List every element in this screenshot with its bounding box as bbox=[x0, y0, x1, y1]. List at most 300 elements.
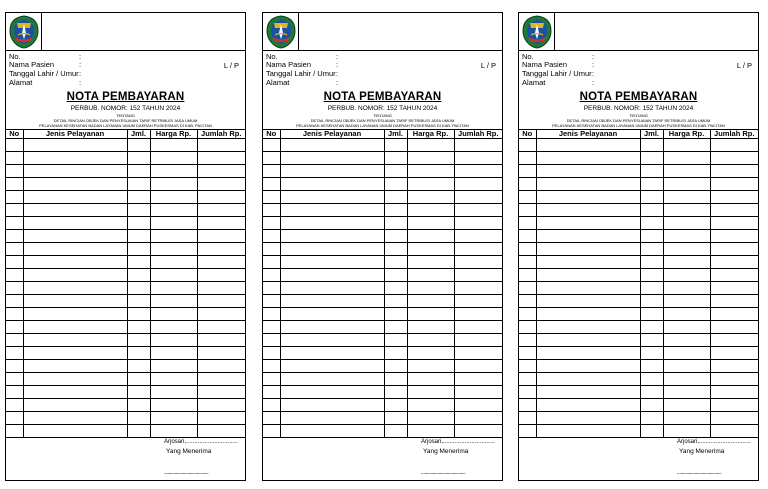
table-cell[interactable] bbox=[150, 386, 197, 399]
table-cell[interactable] bbox=[454, 165, 502, 178]
table-cell[interactable] bbox=[536, 373, 640, 386]
table-cell[interactable] bbox=[407, 165, 454, 178]
table-cell[interactable] bbox=[150, 191, 197, 204]
table-cell[interactable] bbox=[263, 178, 280, 191]
table-cell[interactable] bbox=[23, 360, 127, 373]
table-cell[interactable] bbox=[384, 243, 407, 256]
table-cell[interactable] bbox=[519, 269, 536, 282]
table-cell[interactable] bbox=[280, 152, 384, 165]
table-cell[interactable] bbox=[6, 178, 23, 191]
table-cell[interactable] bbox=[640, 373, 663, 386]
table-cell[interactable] bbox=[263, 386, 280, 399]
table-cell[interactable] bbox=[280, 269, 384, 282]
table-cell[interactable] bbox=[280, 399, 384, 412]
table-cell[interactable] bbox=[23, 425, 127, 438]
table-cell[interactable] bbox=[710, 152, 758, 165]
table-cell[interactable] bbox=[384, 256, 407, 269]
table-cell[interactable] bbox=[710, 321, 758, 334]
table-cell[interactable] bbox=[127, 204, 150, 217]
table-cell[interactable] bbox=[454, 373, 502, 386]
table-cell[interactable] bbox=[710, 204, 758, 217]
table-cell[interactable] bbox=[280, 256, 384, 269]
table-cell[interactable] bbox=[127, 399, 150, 412]
table-cell[interactable] bbox=[150, 373, 197, 386]
table-cell[interactable] bbox=[519, 152, 536, 165]
table-cell[interactable] bbox=[197, 334, 245, 347]
table-cell[interactable] bbox=[710, 269, 758, 282]
table-cell[interactable] bbox=[150, 321, 197, 334]
table-cell[interactable] bbox=[127, 243, 150, 256]
table-cell[interactable] bbox=[640, 295, 663, 308]
table-cell[interactable] bbox=[384, 178, 407, 191]
table-cell[interactable] bbox=[536, 347, 640, 360]
table-cell[interactable] bbox=[23, 269, 127, 282]
table-cell[interactable] bbox=[6, 347, 23, 360]
table-cell[interactable] bbox=[6, 295, 23, 308]
table-cell[interactable] bbox=[454, 360, 502, 373]
table-cell[interactable] bbox=[407, 386, 454, 399]
table-cell[interactable] bbox=[536, 360, 640, 373]
table-cell[interactable] bbox=[454, 425, 502, 438]
table-cell[interactable] bbox=[519, 230, 536, 243]
table-cell[interactable] bbox=[640, 230, 663, 243]
table-cell[interactable] bbox=[23, 204, 127, 217]
table-cell[interactable] bbox=[127, 269, 150, 282]
table-cell[interactable] bbox=[536, 230, 640, 243]
table-cell[interactable] bbox=[127, 256, 150, 269]
table-cell[interactable] bbox=[640, 412, 663, 425]
sex-selector[interactable]: L / P bbox=[223, 61, 239, 70]
table-cell[interactable] bbox=[280, 191, 384, 204]
table-cell[interactable] bbox=[640, 321, 663, 334]
table-cell[interactable] bbox=[407, 425, 454, 438]
table-cell[interactable] bbox=[663, 269, 710, 282]
table-cell[interactable] bbox=[197, 269, 245, 282]
table-cell[interactable] bbox=[536, 412, 640, 425]
table-cell[interactable] bbox=[663, 412, 710, 425]
table-cell[interactable] bbox=[23, 282, 127, 295]
table-cell[interactable] bbox=[263, 373, 280, 386]
table-cell[interactable] bbox=[710, 412, 758, 425]
table-cell[interactable] bbox=[663, 230, 710, 243]
sex-selector[interactable]: L / P bbox=[480, 61, 496, 70]
table-cell[interactable] bbox=[710, 334, 758, 347]
table-cell[interactable] bbox=[6, 282, 23, 295]
table-cell[interactable] bbox=[454, 386, 502, 399]
table-cell[interactable] bbox=[6, 165, 23, 178]
table-cell[interactable] bbox=[150, 295, 197, 308]
table-cell[interactable] bbox=[6, 360, 23, 373]
table-cell[interactable] bbox=[23, 243, 127, 256]
table-cell[interactable] bbox=[384, 191, 407, 204]
table-cell[interactable] bbox=[454, 282, 502, 295]
table-cell[interactable] bbox=[384, 321, 407, 334]
table-cell[interactable] bbox=[150, 165, 197, 178]
table-cell[interactable] bbox=[454, 243, 502, 256]
table-cell[interactable] bbox=[263, 256, 280, 269]
table-cell[interactable] bbox=[384, 425, 407, 438]
table-cell[interactable] bbox=[407, 373, 454, 386]
table-cell[interactable] bbox=[710, 178, 758, 191]
table-cell[interactable] bbox=[454, 269, 502, 282]
table-cell[interactable] bbox=[23, 217, 127, 230]
table-cell[interactable] bbox=[407, 321, 454, 334]
table-cell[interactable] bbox=[6, 412, 23, 425]
table-cell[interactable] bbox=[663, 165, 710, 178]
table-cell[interactable] bbox=[519, 295, 536, 308]
sex-selector[interactable]: L / P bbox=[736, 61, 752, 70]
table-cell[interactable] bbox=[23, 152, 127, 165]
table-cell[interactable] bbox=[536, 152, 640, 165]
table-cell[interactable] bbox=[263, 217, 280, 230]
table-cell[interactable] bbox=[710, 243, 758, 256]
table-cell[interactable] bbox=[640, 204, 663, 217]
table-cell[interactable] bbox=[640, 165, 663, 178]
table-cell[interactable] bbox=[197, 399, 245, 412]
table-cell[interactable] bbox=[384, 399, 407, 412]
table-cell[interactable] bbox=[6, 399, 23, 412]
table-cell[interactable] bbox=[280, 217, 384, 230]
table-cell[interactable] bbox=[710, 230, 758, 243]
table-cell[interactable] bbox=[280, 412, 384, 425]
table-cell[interactable] bbox=[454, 204, 502, 217]
table-cell[interactable] bbox=[263, 191, 280, 204]
table-cell[interactable] bbox=[710, 165, 758, 178]
table-cell[interactable] bbox=[23, 347, 127, 360]
table-cell[interactable] bbox=[663, 243, 710, 256]
table-cell[interactable] bbox=[23, 308, 127, 321]
table-cell[interactable] bbox=[640, 243, 663, 256]
table-cell[interactable] bbox=[519, 399, 536, 412]
table-cell[interactable] bbox=[519, 360, 536, 373]
table-cell[interactable] bbox=[127, 295, 150, 308]
table-cell[interactable] bbox=[127, 152, 150, 165]
table-cell[interactable] bbox=[127, 282, 150, 295]
table-cell[interactable] bbox=[663, 399, 710, 412]
table-cell[interactable] bbox=[710, 386, 758, 399]
table-cell[interactable] bbox=[454, 321, 502, 334]
table-cell[interactable] bbox=[280, 360, 384, 373]
table-cell[interactable] bbox=[454, 256, 502, 269]
table-cell[interactable] bbox=[280, 295, 384, 308]
table-cell[interactable] bbox=[280, 373, 384, 386]
table-cell[interactable] bbox=[663, 191, 710, 204]
table-cell[interactable] bbox=[6, 334, 23, 347]
table-cell[interactable] bbox=[127, 165, 150, 178]
table-cell[interactable] bbox=[536, 139, 640, 152]
table-cell[interactable] bbox=[407, 178, 454, 191]
table-cell[interactable] bbox=[6, 321, 23, 334]
table-cell[interactable] bbox=[197, 139, 245, 152]
table-cell[interactable] bbox=[519, 178, 536, 191]
table-cell[interactable] bbox=[536, 204, 640, 217]
table-cell[interactable] bbox=[519, 412, 536, 425]
table-cell[interactable] bbox=[663, 152, 710, 165]
table-cell[interactable] bbox=[127, 360, 150, 373]
table-cell[interactable] bbox=[519, 347, 536, 360]
table-cell[interactable] bbox=[519, 321, 536, 334]
table-cell[interactable] bbox=[536, 295, 640, 308]
table-cell[interactable] bbox=[454, 347, 502, 360]
table-cell[interactable] bbox=[407, 243, 454, 256]
table-cell[interactable] bbox=[454, 139, 502, 152]
table-cell[interactable] bbox=[197, 178, 245, 191]
table-cell[interactable] bbox=[263, 282, 280, 295]
table-cell[interactable] bbox=[197, 230, 245, 243]
table-cell[interactable] bbox=[150, 360, 197, 373]
table-cell[interactable] bbox=[710, 217, 758, 230]
table-cell[interactable] bbox=[280, 178, 384, 191]
table-cell[interactable] bbox=[519, 256, 536, 269]
table-cell[interactable] bbox=[384, 165, 407, 178]
table-cell[interactable] bbox=[384, 217, 407, 230]
table-cell[interactable] bbox=[536, 165, 640, 178]
table-cell[interactable] bbox=[663, 295, 710, 308]
table-cell[interactable] bbox=[150, 217, 197, 230]
table-cell[interactable] bbox=[663, 204, 710, 217]
table-cell[interactable] bbox=[536, 243, 640, 256]
table-cell[interactable] bbox=[127, 412, 150, 425]
table-cell[interactable] bbox=[640, 308, 663, 321]
table-cell[interactable] bbox=[519, 386, 536, 399]
table-cell[interactable] bbox=[640, 139, 663, 152]
table-cell[interactable] bbox=[640, 386, 663, 399]
table-cell[interactable] bbox=[640, 347, 663, 360]
table-cell[interactable] bbox=[197, 425, 245, 438]
table-cell[interactable] bbox=[384, 204, 407, 217]
table-cell[interactable] bbox=[6, 139, 23, 152]
table-cell[interactable] bbox=[263, 295, 280, 308]
table-cell[interactable] bbox=[280, 347, 384, 360]
table-cell[interactable] bbox=[197, 412, 245, 425]
table-cell[interactable] bbox=[280, 230, 384, 243]
table-cell[interactable] bbox=[710, 139, 758, 152]
table-cell[interactable] bbox=[710, 347, 758, 360]
table-cell[interactable] bbox=[384, 334, 407, 347]
table-cell[interactable] bbox=[23, 373, 127, 386]
table-cell[interactable] bbox=[263, 308, 280, 321]
table-cell[interactable] bbox=[519, 139, 536, 152]
table-cell[interactable] bbox=[536, 269, 640, 282]
signature-line[interactable]: ...................................... bbox=[164, 470, 209, 476]
table-cell[interactable] bbox=[6, 308, 23, 321]
table-cell[interactable] bbox=[710, 399, 758, 412]
table-cell[interactable] bbox=[6, 373, 23, 386]
table-cell[interactable] bbox=[519, 334, 536, 347]
table-cell[interactable] bbox=[197, 295, 245, 308]
table-cell[interactable] bbox=[150, 347, 197, 360]
table-cell[interactable] bbox=[519, 373, 536, 386]
table-cell[interactable] bbox=[197, 373, 245, 386]
table-cell[interactable] bbox=[407, 217, 454, 230]
table-cell[interactable] bbox=[519, 425, 536, 438]
table-cell[interactable] bbox=[150, 256, 197, 269]
table-cell[interactable] bbox=[454, 230, 502, 243]
table-cell[interactable] bbox=[150, 139, 197, 152]
table-cell[interactable] bbox=[640, 282, 663, 295]
table-cell[interactable] bbox=[23, 334, 127, 347]
table-cell[interactable] bbox=[197, 256, 245, 269]
table-cell[interactable] bbox=[127, 178, 150, 191]
table-cell[interactable] bbox=[280, 425, 384, 438]
table-cell[interactable] bbox=[150, 399, 197, 412]
table-cell[interactable] bbox=[710, 308, 758, 321]
table-cell[interactable] bbox=[23, 230, 127, 243]
table-cell[interactable] bbox=[23, 399, 127, 412]
table-cell[interactable] bbox=[384, 282, 407, 295]
table-cell[interactable] bbox=[150, 334, 197, 347]
table-cell[interactable] bbox=[197, 347, 245, 360]
table-cell[interactable] bbox=[407, 360, 454, 373]
table-cell[interactable] bbox=[454, 178, 502, 191]
table-cell[interactable] bbox=[710, 282, 758, 295]
table-cell[interactable] bbox=[384, 308, 407, 321]
table-cell[interactable] bbox=[640, 217, 663, 230]
table-cell[interactable] bbox=[663, 282, 710, 295]
table-cell[interactable] bbox=[263, 269, 280, 282]
table-cell[interactable] bbox=[6, 152, 23, 165]
table-cell[interactable] bbox=[280, 165, 384, 178]
signature-line[interactable]: ...................................... bbox=[421, 470, 466, 476]
table-cell[interactable] bbox=[663, 139, 710, 152]
table-cell[interactable] bbox=[6, 230, 23, 243]
table-cell[interactable] bbox=[150, 425, 197, 438]
table-cell[interactable] bbox=[536, 256, 640, 269]
table-cell[interactable] bbox=[710, 373, 758, 386]
table-cell[interactable] bbox=[280, 308, 384, 321]
table-cell[interactable] bbox=[407, 204, 454, 217]
table-cell[interactable] bbox=[710, 256, 758, 269]
table-cell[interactable] bbox=[127, 334, 150, 347]
table-cell[interactable] bbox=[263, 230, 280, 243]
table-cell[interactable] bbox=[263, 360, 280, 373]
table-cell[interactable] bbox=[263, 425, 280, 438]
table-cell[interactable] bbox=[197, 152, 245, 165]
table-cell[interactable] bbox=[384, 373, 407, 386]
table-cell[interactable] bbox=[150, 243, 197, 256]
table-cell[interactable] bbox=[6, 256, 23, 269]
table-cell[interactable] bbox=[127, 425, 150, 438]
table-cell[interactable] bbox=[127, 139, 150, 152]
table-cell[interactable] bbox=[23, 386, 127, 399]
table-cell[interactable] bbox=[6, 204, 23, 217]
table-cell[interactable] bbox=[710, 425, 758, 438]
table-cell[interactable] bbox=[536, 308, 640, 321]
table-cell[interactable] bbox=[454, 308, 502, 321]
table-cell[interactable] bbox=[407, 399, 454, 412]
table-cell[interactable] bbox=[536, 191, 640, 204]
table-cell[interactable] bbox=[263, 243, 280, 256]
table-cell[interactable] bbox=[127, 191, 150, 204]
table-cell[interactable] bbox=[710, 191, 758, 204]
table-cell[interactable] bbox=[454, 152, 502, 165]
table-cell[interactable] bbox=[23, 412, 127, 425]
table-cell[interactable] bbox=[150, 308, 197, 321]
table-cell[interactable] bbox=[6, 386, 23, 399]
table-cell[interactable] bbox=[407, 256, 454, 269]
table-cell[interactable] bbox=[384, 269, 407, 282]
table-cell[interactable] bbox=[263, 152, 280, 165]
table-cell[interactable] bbox=[536, 321, 640, 334]
table-cell[interactable] bbox=[454, 412, 502, 425]
table-cell[interactable] bbox=[519, 204, 536, 217]
table-cell[interactable] bbox=[407, 269, 454, 282]
table-cell[interactable] bbox=[454, 399, 502, 412]
table-cell[interactable] bbox=[384, 347, 407, 360]
table-cell[interactable] bbox=[454, 217, 502, 230]
table-cell[interactable] bbox=[197, 165, 245, 178]
table-cell[interactable] bbox=[407, 282, 454, 295]
table-cell[interactable] bbox=[384, 360, 407, 373]
table-cell[interactable] bbox=[663, 373, 710, 386]
table-cell[interactable] bbox=[407, 230, 454, 243]
table-cell[interactable] bbox=[150, 282, 197, 295]
table-cell[interactable] bbox=[519, 165, 536, 178]
table-cell[interactable] bbox=[280, 321, 384, 334]
table-cell[interactable] bbox=[640, 256, 663, 269]
table-cell[interactable] bbox=[6, 217, 23, 230]
table-cell[interactable] bbox=[384, 386, 407, 399]
table-cell[interactable] bbox=[640, 425, 663, 438]
table-cell[interactable] bbox=[407, 412, 454, 425]
table-cell[interactable] bbox=[150, 178, 197, 191]
table-cell[interactable] bbox=[280, 139, 384, 152]
table-cell[interactable] bbox=[384, 152, 407, 165]
table-cell[interactable] bbox=[663, 360, 710, 373]
table-cell[interactable] bbox=[197, 217, 245, 230]
signature-line[interactable]: ...................................... bbox=[677, 470, 722, 476]
table-cell[interactable] bbox=[663, 178, 710, 191]
table-cell[interactable] bbox=[407, 308, 454, 321]
table-cell[interactable] bbox=[197, 360, 245, 373]
table-cell[interactable] bbox=[150, 204, 197, 217]
table-cell[interactable] bbox=[640, 152, 663, 165]
table-cell[interactable] bbox=[263, 412, 280, 425]
table-cell[interactable] bbox=[640, 178, 663, 191]
table-cell[interactable] bbox=[454, 334, 502, 347]
table-cell[interactable] bbox=[407, 139, 454, 152]
table-cell[interactable] bbox=[536, 386, 640, 399]
table-cell[interactable] bbox=[6, 269, 23, 282]
table-cell[interactable] bbox=[263, 334, 280, 347]
table-cell[interactable] bbox=[197, 191, 245, 204]
table-cell[interactable] bbox=[640, 399, 663, 412]
table-cell[interactable] bbox=[640, 269, 663, 282]
table-cell[interactable] bbox=[23, 321, 127, 334]
table-cell[interactable] bbox=[384, 230, 407, 243]
table-cell[interactable] bbox=[280, 204, 384, 217]
table-cell[interactable] bbox=[519, 308, 536, 321]
table-cell[interactable] bbox=[197, 308, 245, 321]
table-cell[interactable] bbox=[263, 321, 280, 334]
table-cell[interactable] bbox=[407, 152, 454, 165]
table-cell[interactable] bbox=[23, 191, 127, 204]
table-cell[interactable] bbox=[197, 243, 245, 256]
table-cell[interactable] bbox=[663, 256, 710, 269]
table-cell[interactable] bbox=[384, 139, 407, 152]
table-cell[interactable] bbox=[127, 230, 150, 243]
table-cell[interactable] bbox=[519, 243, 536, 256]
table-cell[interactable] bbox=[280, 282, 384, 295]
table-cell[interactable] bbox=[536, 178, 640, 191]
table-cell[interactable] bbox=[536, 217, 640, 230]
table-cell[interactable] bbox=[384, 295, 407, 308]
table-cell[interactable] bbox=[384, 412, 407, 425]
table-cell[interactable] bbox=[150, 152, 197, 165]
table-cell[interactable] bbox=[127, 308, 150, 321]
table-cell[interactable] bbox=[407, 295, 454, 308]
table-cell[interactable] bbox=[407, 347, 454, 360]
